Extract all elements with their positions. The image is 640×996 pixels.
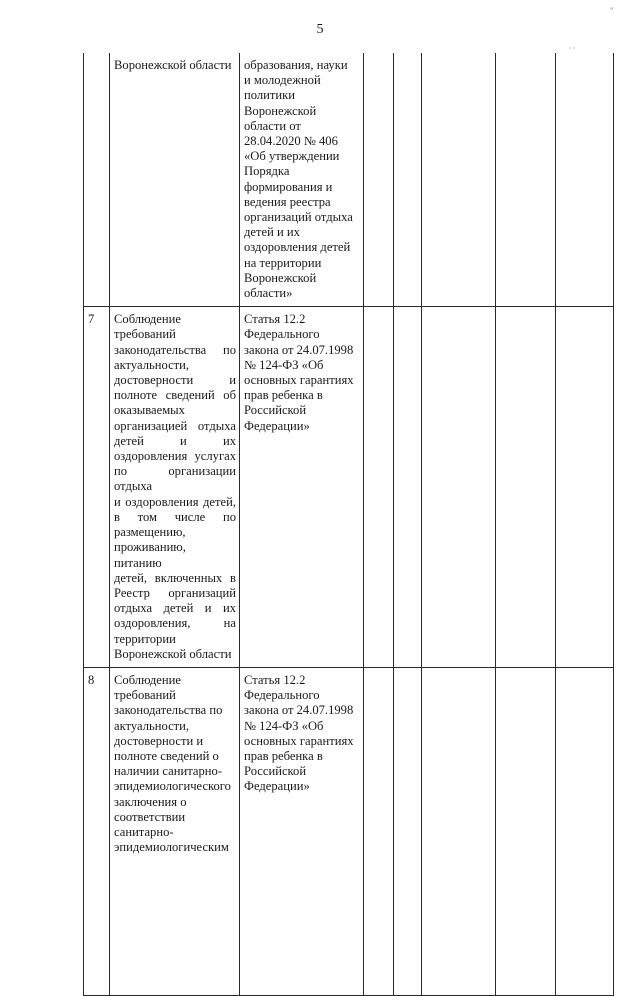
requirement-cell bbox=[110, 53, 240, 307]
legal-basis-line: организаций отдыха bbox=[244, 210, 353, 225]
legal-basis-line: № 124-ФЗ «Об bbox=[244, 718, 324, 733]
requirement-line: Воронежской области bbox=[114, 646, 232, 661]
table-row bbox=[84, 667, 614, 995]
empty-cell bbox=[364, 667, 394, 995]
requirement-line: требований bbox=[114, 688, 176, 703]
requirement-line: организацией отдыха bbox=[114, 418, 236, 433]
legal-basis-line: Федерального bbox=[244, 688, 320, 703]
row-number: 7 bbox=[84, 307, 110, 668]
requirement-line: детей и их bbox=[114, 433, 236, 448]
empty-cell bbox=[496, 53, 556, 307]
legal-basis-line: прав ребенка в bbox=[244, 388, 323, 403]
empty-cell bbox=[394, 53, 422, 307]
requirement-line: Соблюдение bbox=[114, 312, 181, 327]
legal-basis-line: закона от 24.07.1998 bbox=[244, 342, 354, 357]
empty-cell bbox=[422, 53, 496, 307]
legal-basis-line: политики bbox=[244, 88, 295, 103]
legal-basis-line: закона от 24.07.1998 bbox=[244, 703, 354, 718]
requirement-cell bbox=[110, 667, 240, 995]
requirement-line: достоверности и bbox=[114, 733, 204, 748]
legal-basis-line: образования, науки bbox=[244, 58, 348, 72]
requirement-line: оздоровления услугах bbox=[114, 449, 236, 464]
requirement-line: размещению, bbox=[114, 525, 186, 540]
legal-basis-line: Российской bbox=[244, 403, 307, 418]
legal-basis-line: области от bbox=[244, 118, 301, 133]
row-number bbox=[84, 53, 110, 307]
legal-basis-line: Статья 12.2 bbox=[244, 312, 306, 327]
empty-cell bbox=[556, 307, 614, 668]
row-number: 8 bbox=[84, 667, 110, 995]
legal-basis-line: основных гарантиях bbox=[244, 733, 354, 748]
legal-basis-line: Федерации» bbox=[244, 779, 310, 794]
empty-cell bbox=[364, 307, 394, 668]
requirement-line: актуальности, bbox=[114, 718, 190, 733]
legal-basis-line: области» bbox=[244, 286, 293, 301]
legal-basis-line: ведения реестра bbox=[244, 194, 331, 209]
legal-basis-line: Российской bbox=[244, 764, 307, 779]
legal-basis-line: основных гарантиях bbox=[244, 373, 354, 388]
requirement-line: актуальности, bbox=[114, 357, 190, 372]
requirement-line: Воронежской области bbox=[114, 58, 232, 72]
requirement-line: детей, включенных в bbox=[114, 570, 236, 585]
legal-basis-line: № 124-ФЗ «Об bbox=[244, 357, 324, 372]
requirement-line: требований bbox=[114, 327, 176, 342]
empty-cell bbox=[556, 667, 614, 995]
empty-cell bbox=[496, 307, 556, 668]
requirement-line: Реестр организаций bbox=[114, 585, 236, 600]
legal-basis-line: 28.04.2020 № 406 bbox=[244, 134, 338, 149]
requirement-line: эпидемиологического bbox=[114, 779, 231, 794]
empty-cell bbox=[394, 307, 422, 668]
requirement-line: достоверности и bbox=[114, 373, 236, 388]
requirement-line: полноте сведений об bbox=[114, 388, 236, 403]
table-row bbox=[84, 307, 614, 668]
empty-cell bbox=[394, 667, 422, 995]
requirement-line: наличии санитарно- bbox=[114, 764, 223, 779]
requirement-line: санитарно- bbox=[114, 824, 174, 839]
table-row bbox=[84, 53, 614, 307]
requirement-line: по организации отдыха bbox=[114, 464, 236, 494]
legal-basis-line: прав ребенка в bbox=[244, 748, 323, 763]
page-number: 5 bbox=[316, 22, 324, 37]
requirement-line: оказываемых bbox=[114, 403, 185, 418]
scan-corner-mark: " bbox=[610, 6, 614, 16]
requirement-line: и оздоровления детей, bbox=[114, 494, 236, 509]
requirement-line: эпидемиологическим bbox=[114, 840, 229, 855]
legal-basis-cell bbox=[240, 667, 364, 995]
requirement-line: полноте сведений о bbox=[114, 748, 219, 763]
requirement-line: оздоровления, на bbox=[114, 616, 236, 631]
legal-basis-line: Федерального bbox=[244, 327, 320, 342]
legal-basis-line: формирования и bbox=[244, 179, 333, 194]
legal-basis-line: «Об утверждении bbox=[244, 149, 340, 164]
requirement-line: территории bbox=[114, 631, 176, 646]
legal-basis-line: Воронежской bbox=[244, 270, 317, 285]
requirement-line: проживанию, питанию bbox=[114, 540, 186, 570]
requirement-cell bbox=[110, 307, 240, 668]
requirement-line: заключения о bbox=[114, 794, 187, 809]
legal-basis-line: Порядка bbox=[244, 164, 290, 179]
legal-basis-line: Воронежской bbox=[244, 103, 317, 118]
requirement-line: законодательства по bbox=[114, 703, 223, 718]
empty-cell bbox=[556, 53, 614, 307]
legal-basis-cell bbox=[240, 53, 364, 307]
requirements-table bbox=[83, 53, 614, 996]
legal-basis-line: Федерации» bbox=[244, 418, 310, 433]
requirement-line: Соблюдение bbox=[114, 672, 181, 687]
requirement-line: в том числе по bbox=[114, 509, 236, 524]
empty-cell bbox=[364, 53, 394, 307]
requirement-line: соответствии bbox=[114, 809, 186, 824]
legal-basis-line: оздоровления детей bbox=[244, 240, 351, 255]
empty-cell bbox=[422, 667, 496, 995]
legal-basis-line: и молодежной bbox=[244, 73, 321, 88]
empty-cell bbox=[496, 667, 556, 995]
legal-basis-cell bbox=[240, 307, 364, 668]
legal-basis-line: на территории bbox=[244, 255, 322, 270]
legal-basis-line: детей и их bbox=[244, 225, 300, 240]
empty-cell bbox=[422, 307, 496, 668]
scan-specks: · · bbox=[568, 44, 576, 53]
legal-basis-line: Статья 12.2 bbox=[244, 672, 306, 687]
requirement-line: законодательства по bbox=[114, 342, 236, 357]
requirement-line: отдыха детей и их bbox=[114, 601, 236, 616]
